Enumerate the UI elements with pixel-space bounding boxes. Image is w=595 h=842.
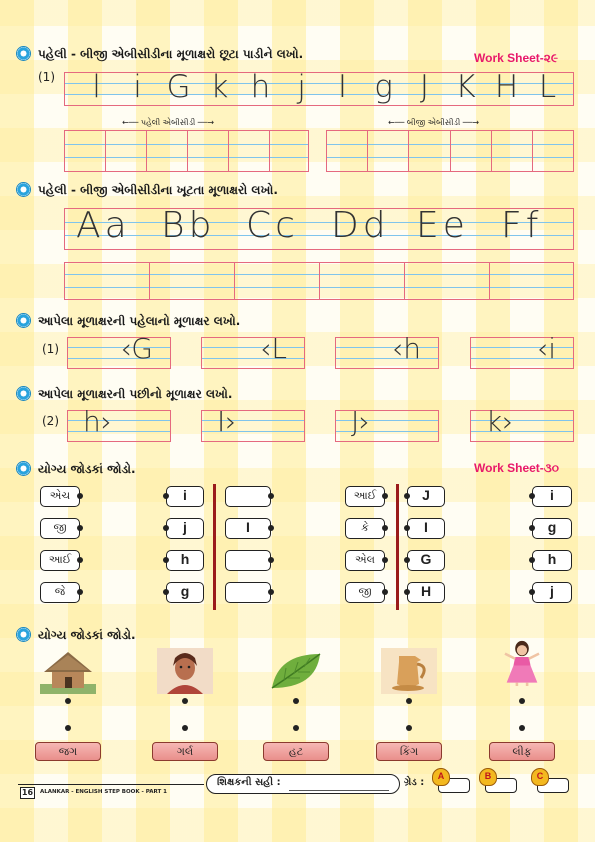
match-dot[interactable] bbox=[163, 589, 169, 595]
gujarati-word-box: એચ bbox=[40, 486, 80, 507]
letter-box: j bbox=[166, 518, 204, 539]
answer-box[interactable]: i bbox=[532, 486, 572, 507]
second-abc-answer-strip[interactable] bbox=[326, 130, 574, 172]
next-letter-box[interactable] bbox=[67, 405, 171, 442]
previous-letter-box[interactable] bbox=[67, 332, 171, 369]
word-dot[interactable] bbox=[182, 725, 188, 731]
letter-box: i bbox=[166, 486, 204, 507]
answer-box[interactable] bbox=[225, 486, 271, 507]
given-letter: ‹i bbox=[537, 332, 556, 365]
question-number: (1) bbox=[42, 342, 59, 356]
question-number: (2) bbox=[42, 414, 59, 428]
match-dot[interactable] bbox=[268, 589, 274, 595]
match-dot[interactable] bbox=[382, 589, 388, 595]
match-dot[interactable] bbox=[529, 525, 535, 531]
grade-box[interactable] bbox=[432, 768, 472, 794]
letter-box: J bbox=[407, 486, 445, 507]
word-button[interactable]: જગ bbox=[35, 742, 101, 761]
word-button[interactable]: કિંગ bbox=[376, 742, 442, 761]
given-letter: ‹h bbox=[392, 332, 421, 365]
answer-box[interactable] bbox=[225, 582, 271, 603]
question-bullet-icon bbox=[16, 46, 31, 61]
gujarati-word-box: કે bbox=[345, 518, 385, 539]
answer-box[interactable]: h bbox=[532, 550, 572, 571]
gujarati-word-box: જી bbox=[40, 518, 80, 539]
hut-image bbox=[40, 648, 96, 694]
grade-badge: A bbox=[432, 768, 450, 786]
given-letter: L bbox=[538, 69, 557, 105]
letter-box: G bbox=[407, 550, 445, 571]
picture-dot[interactable] bbox=[519, 698, 525, 704]
girl-face-image bbox=[157, 648, 213, 694]
grade-box[interactable] bbox=[531, 768, 571, 794]
given-letter: J› bbox=[351, 405, 370, 438]
word-button[interactable]: ગર્લ bbox=[152, 742, 218, 761]
given-letter: i bbox=[133, 69, 142, 105]
grade-badge: B bbox=[479, 768, 497, 786]
letters-strip bbox=[64, 69, 574, 106]
given-letter: l bbox=[92, 69, 101, 105]
given-letter: H bbox=[494, 69, 519, 105]
question-4-text: આપેલા મૂળાક્ષરની પછીનો મૂળાક્ષર લખો. bbox=[38, 387, 233, 401]
grade-box[interactable] bbox=[479, 768, 519, 794]
given-letter: K bbox=[455, 69, 476, 105]
letter-pair: Ff bbox=[501, 205, 543, 246]
word-button[interactable]: લીફ bbox=[489, 742, 555, 761]
match-dot[interactable] bbox=[77, 557, 83, 563]
match-dot[interactable] bbox=[268, 525, 274, 531]
given-letter: k› bbox=[486, 405, 514, 438]
teacher-signature-field[interactable] bbox=[206, 774, 400, 794]
word-dot[interactable] bbox=[519, 725, 525, 731]
word-dot[interactable] bbox=[406, 725, 412, 731]
previous-letter-box[interactable] bbox=[201, 332, 305, 369]
picture-dot[interactable] bbox=[65, 698, 71, 704]
given-letter: j bbox=[297, 69, 306, 105]
previous-letter-box[interactable] bbox=[335, 332, 439, 369]
worksheet-29-title: Work Sheet-૨૯ bbox=[474, 51, 558, 65]
match-dot[interactable] bbox=[163, 525, 169, 531]
given-letter: h bbox=[250, 69, 271, 105]
given-letter: ‹G bbox=[120, 332, 153, 365]
page-number: 16 bbox=[21, 788, 34, 797]
match-dot[interactable] bbox=[404, 493, 410, 499]
letter-pair: Ee bbox=[416, 205, 469, 246]
word-dot[interactable] bbox=[65, 725, 71, 731]
question-bullet-icon bbox=[16, 182, 31, 197]
picture-dot[interactable] bbox=[406, 698, 412, 704]
match-dot[interactable] bbox=[77, 525, 83, 531]
question-1-text: પહેલી - બીજી એબીસીડીના મૂળાક્ષરો છૂટા પાડીને લખો. bbox=[38, 47, 304, 61]
match-dot[interactable] bbox=[163, 557, 169, 563]
gujarati-word-box: એલ bbox=[345, 550, 385, 571]
question-bullet-icon bbox=[16, 386, 31, 401]
match-dot[interactable] bbox=[382, 493, 388, 499]
match-dot[interactable] bbox=[77, 493, 83, 499]
teacher-signature-label: શિક્ષકની સહી : bbox=[217, 777, 281, 788]
match-dot[interactable] bbox=[404, 525, 410, 531]
question-2-text: પહેલી - બીજી એબીસીડીના ખૂટતા મૂળાક્ષરો લખો. bbox=[38, 183, 278, 197]
given-letter: I bbox=[337, 69, 348, 105]
jug-image bbox=[381, 648, 437, 694]
letter-pair: Bb bbox=[161, 205, 216, 246]
answer-box[interactable]: I bbox=[225, 518, 271, 539]
missing-letters-answer-strip[interactable] bbox=[64, 262, 574, 300]
question-5-text: યોગ્ય જોડકાં જોડો. bbox=[38, 462, 136, 476]
letter-box: I bbox=[407, 518, 445, 539]
question-6-text: યોગ્ય જોડકાં જોડો. bbox=[38, 628, 136, 642]
match-dot[interactable] bbox=[163, 493, 169, 499]
match-dot[interactable] bbox=[529, 493, 535, 499]
next-letter-box[interactable] bbox=[335, 405, 439, 442]
divider-bar bbox=[213, 484, 216, 610]
grade-label: ગ્રેડ : bbox=[404, 777, 425, 788]
match-dot[interactable] bbox=[268, 557, 274, 563]
girl-image bbox=[494, 640, 550, 686]
picture-dot[interactable] bbox=[182, 698, 188, 704]
letter-pair: Dd bbox=[331, 205, 390, 246]
next-letter-box[interactable] bbox=[470, 405, 574, 442]
word-button[interactable]: હટ bbox=[263, 742, 329, 761]
letter-box: g bbox=[166, 582, 204, 603]
match-dot[interactable] bbox=[382, 557, 388, 563]
gujarati-word-box: જે bbox=[40, 582, 80, 603]
match-dot[interactable] bbox=[529, 589, 535, 595]
answer-box[interactable] bbox=[225, 550, 271, 571]
letter-pair: Aa bbox=[76, 205, 131, 246]
picture-dot[interactable] bbox=[293, 698, 299, 704]
match-dot[interactable] bbox=[404, 589, 410, 595]
word-dot[interactable] bbox=[293, 725, 299, 731]
question-3-text: આપેલા મૂળાક્ષરની પહેલાનો મૂળાક્ષર લખો. bbox=[38, 314, 241, 328]
given-letter: g bbox=[374, 69, 393, 105]
answer-box[interactable]: g bbox=[532, 518, 572, 539]
question-bullet-icon bbox=[16, 461, 31, 476]
given-letter: J bbox=[419, 69, 430, 105]
given-letter: k bbox=[210, 69, 229, 105]
letter-pair: Cc bbox=[246, 205, 299, 246]
next-letter-box[interactable] bbox=[201, 405, 305, 442]
book-title: ALANKAR - ENGLISH STEP BOOK - PART 1 bbox=[40, 789, 167, 795]
second-abc-label: ←── બીજી એબીસીડી ──→ bbox=[388, 118, 480, 127]
match-dot[interactable] bbox=[529, 557, 535, 563]
first-abc-answer-strip[interactable] bbox=[64, 130, 309, 172]
match-dot[interactable] bbox=[268, 493, 274, 499]
grade-badge: C bbox=[531, 768, 549, 786]
answer-box[interactable]: j bbox=[532, 582, 572, 603]
letter-pairs-strip bbox=[64, 205, 574, 250]
question-number: (1) bbox=[38, 70, 55, 84]
given-letter: G bbox=[166, 69, 191, 105]
leaf-image bbox=[268, 648, 324, 694]
letter-box: h bbox=[166, 550, 204, 571]
gujarati-word-box: આઈ bbox=[40, 550, 80, 571]
given-letter: I› bbox=[217, 405, 237, 438]
match-dot[interactable] bbox=[382, 525, 388, 531]
match-dot[interactable] bbox=[77, 589, 83, 595]
question-bullet-icon bbox=[16, 313, 31, 328]
divider-bar bbox=[396, 484, 399, 610]
given-letter: h› bbox=[83, 405, 112, 438]
worksheet-30-title: Work Sheet-૩૦ bbox=[474, 461, 560, 475]
letter-box: H bbox=[407, 582, 445, 603]
gujarati-word-box: જી bbox=[345, 582, 385, 603]
question-bullet-icon bbox=[16, 627, 31, 642]
gujarati-word-box: આઈ bbox=[345, 486, 385, 507]
match-dot[interactable] bbox=[404, 557, 410, 563]
given-letter: ‹L bbox=[260, 332, 287, 365]
previous-letter-box[interactable] bbox=[470, 332, 574, 369]
first-abc-label: ←── પહેલી એબીસીડી ──→ bbox=[122, 118, 215, 127]
